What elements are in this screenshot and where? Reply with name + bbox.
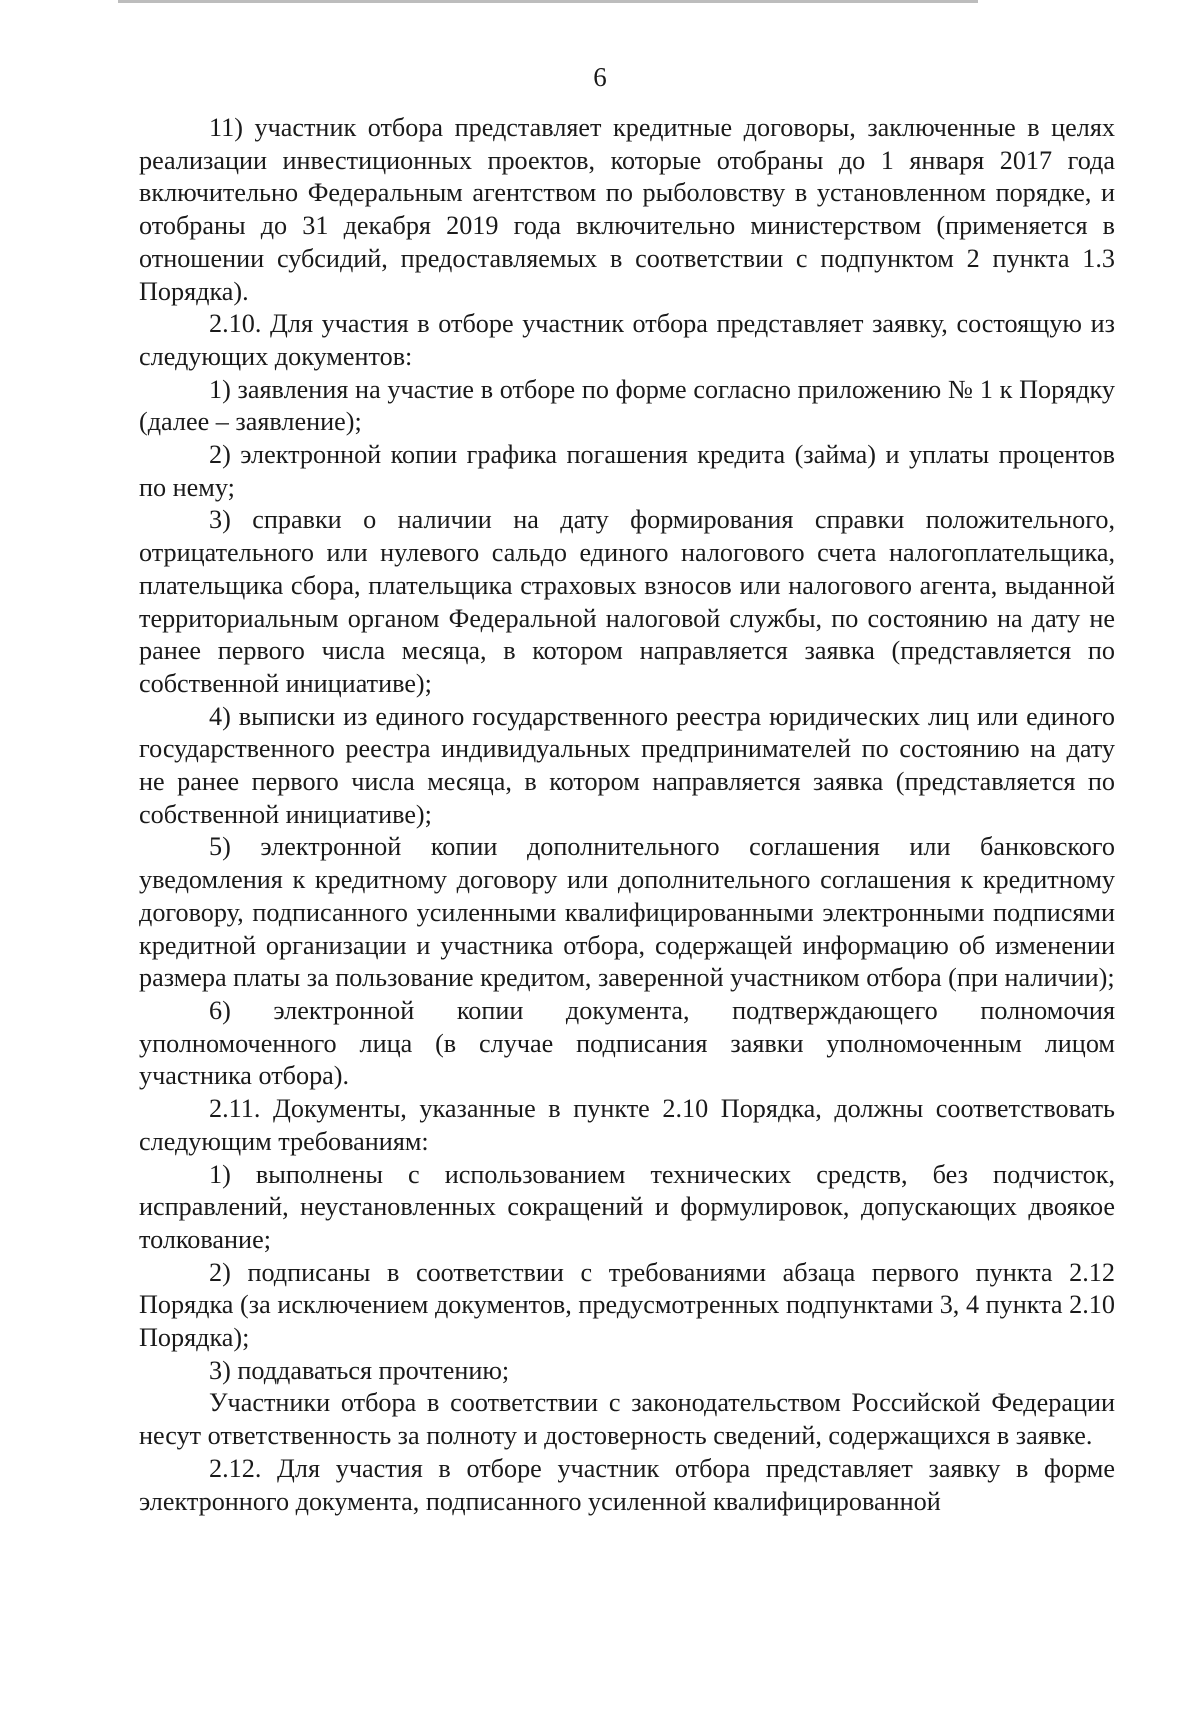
paragraph-item-11: 11) участник отбора представляет кредитные договоры, заключенные в целях реализации инвестиционных проектов, которые отобраны до 1 января 2017 года включительно Федеральным агентством по рыболовству в установленном порядке, и отобраны до 31 декабря 2019 года включительно министерством (применяется в отношении субсидий, предоставляемых в соответствии с подпунктом 2 пункта 1.3 Порядка). — [139, 113, 1115, 306]
paragraph-2-10-item-2: 2) электронной копии графика погашения кредита (займа) и уплаты процентов по нему; — [139, 440, 1115, 502]
paragraph-2-10-item-4: 4) выписки из единого государственного реестра юридических лиц или единого государственного реестра индивидуальных предпринимателей по состоянию на дату не ранее первого числа месяца, в котором направляется заявка (представляется по собственной инициативе); — [139, 701, 1115, 829]
paragraph-2-11-item-2: 2) подписаны в соответствии с требованиями абзаца первого пункта 2.12 Порядка (за исключением документов, предусмотренных подпунктами 3, 4 пункта 2.10 Порядка); — [139, 1257, 1115, 1353]
paragraph-responsibility: Участники отбора в соответствии с законодательством Российской Федерации несут ответственность за полноту и достоверность сведений, содержащихся в заявке. — [139, 1388, 1115, 1451]
paragraph-2-11-item-3: 3) поддаваться прочтению; — [209, 1355, 510, 1385]
paragraph-2-11-item-1: 1) выполнены с использованием технических средств, без подчисток, исправлений, неустановленных сокращений и формулировок, допускающих двоякое толкование; — [139, 1159, 1115, 1254]
document-body — [139, 112, 1115, 1518]
paragraph-2-12: 2.12. Для участия в отборе участник отбора представляет заявку в форме электронного документа, подписанного усиленной квалифицированной — [139, 1453, 1115, 1516]
paragraph-2-10-item-5: 5) электронной копии дополнительного соглашения или банковского уведомления к кредитному договору или дополнительного соглашения к кредитному договору, подписанного усиленными квалифицированными электронными подписями кредитной организации и участника отбора, содержащей информацию об изменении размера платы за пользование кредитом, заверенной участником отбора (при наличии); — [139, 832, 1115, 993]
paragraph-2-11: 2.11. Документы, указанные в пункте 2.10 Порядка, должны соответствовать следующим требованиям: — [139, 1094, 1115, 1156]
paragraph-2-10-item-1: 1) заявления на участие в отборе по форме согласно приложению № 1 к Порядку (далее – заявление); — [139, 374, 1115, 437]
page-number: 6 — [593, 62, 607, 92]
paragraph-2-10: 2.10. Для участия в отборе участник отбора представляет заявку, состоящую из следующих документов: — [139, 309, 1115, 371]
paragraph-2-10-item-3: 3) справки о наличии на дату формирования справки положительного, отрицательного или нулевого сальдо единого налогового счета налогоплательщика, плательщика сбора, плательщика страховых взносов или налогового агента, выданной территориальным органом Федеральной налоговой службы, по состоянию на дату не ранее первого числа месяца, в котором направляется заявка (представляется по собственной инициативе); — [139, 505, 1115, 698]
paragraph-2-10-item-6: 6) электронной копии документа, подтверждающего полномочия уполномоченного лица (в случае подписания заявки уполномоченным лицом участника отбора). — [139, 995, 1115, 1091]
top-edge-rule — [118, 0, 978, 3]
